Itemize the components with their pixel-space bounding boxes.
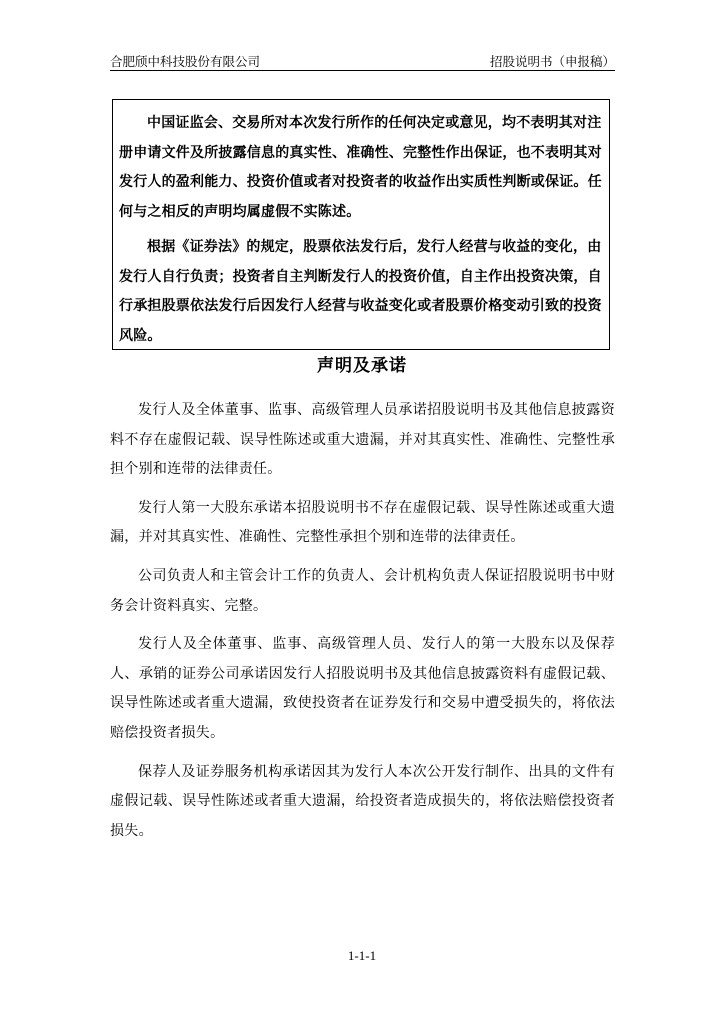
declaration-paragraph-2: 发行人第一大股东承诺本招股说明书不存在虚假记载、误导性陈述或重大遗漏，并对其真实性、准确性、完整性承担个别和连带的法律责任。 [110, 499, 615, 546]
regulatory-notice-box [112, 99, 610, 350]
section-title: 声明及承诺 [317, 356, 407, 376]
notice-paragraph-2: 根据《证券法》的规定，股票依法发行后，发行人经营与收益的变化，由发行人自行负责；投资者自主判断发行人的投资价值，自主作出投资决策，自行承担股票依法发行后因发行人经营与收益变化或者股票价格变动引致的投资风险。 [119, 239, 602, 344]
declaration-paragraph-4: 发行人及全体董事、监事、高级管理人员、发行人的第一大股东以及保荐人、承销的证券公司承诺因发行人招股说明书及其他信息披露资料有虚假记载、误导性陈述或者重大遗漏，致使投资者在证券发行和交易中遭受损失的，将依法赔偿投资者损失。 [110, 636, 615, 741]
declaration-paragraph-3: 公司负责人和主管会计工作的负责人、会计机构负责人保证招股说明书中财务会计资料真实、完整。 [110, 567, 615, 614]
header-company-name: 合肥颀中科技股份有限公司 [110, 54, 261, 69]
declaration-body [110, 396, 615, 855]
header-divider [110, 70, 615, 71]
header-document-title: 招股说明书（申报稿） [489, 54, 615, 69]
page-number: 1-1-1 [347, 948, 377, 963]
notice-paragraph-1: 中国证监会、交易所对本次发行所作的任何决定或意见，均不表明其对注册申请文件及所披露信息的真实性、准确性、完整性作出保证，也不表明其对发行人的盈利能力、投资价值或者对投资者的收益作出实质性判断或保证。任何与之相反的声明均属虚假不实陈述。 [119, 115, 602, 220]
declaration-paragraph-5: 保荐人及证券服务机构承诺因其为发行人本次公开发行制作、出具的文件有虚假记载、误导性陈述或者重大遗漏，给投资者造成损失的，将依法赔偿投资者损失。 [110, 763, 615, 839]
declaration-paragraph-1: 发行人及全体董事、监事、高级管理人员承诺招股说明书及其他信息披露资料不存在虚假记载、误导性陈述或重大遗漏，并对其真实性、准确性、完整性承担个别和连带的法律责任。 [110, 402, 615, 478]
page-header [110, 50, 615, 70]
